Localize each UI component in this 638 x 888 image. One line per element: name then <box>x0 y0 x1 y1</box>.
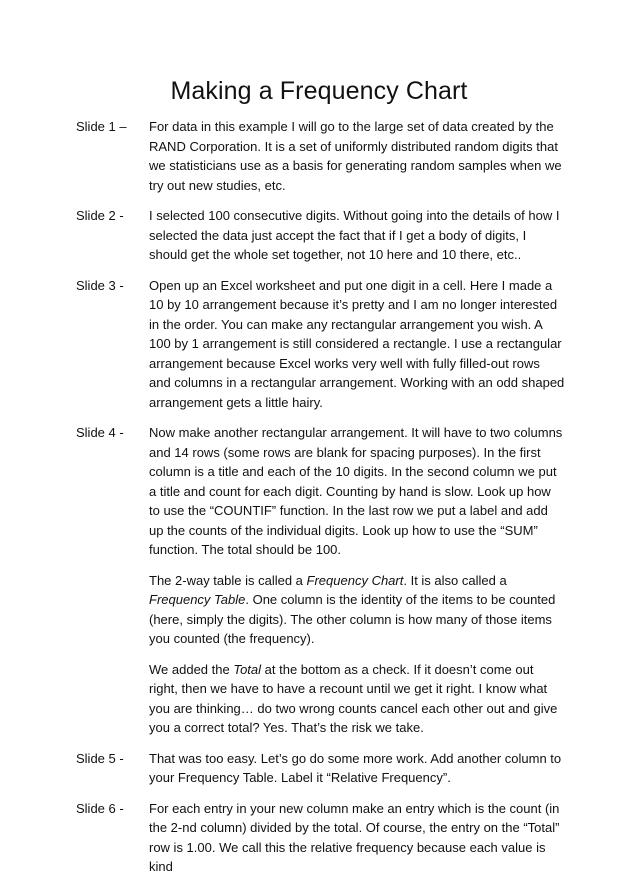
frequency-chart-term: Frequency Chart <box>306 572 404 588</box>
slide-1-label: Slide 1 – <box>76 119 127 134</box>
slide-4-label: Slide 4 - <box>76 425 124 440</box>
slide-2-label: Slide 2 - <box>76 208 124 223</box>
slide-6-label: Slide 6 - <box>76 800 124 816</box>
slide-4-text: Now make another rectangular arrangement. It will have to two columns and 14 rows (some rows are blank for spacing purposes). In the first column is a title and each of the 10 digits. In the second column we put a title and count for each digit. Counting by hand is slow. Look up how to use the “COUNTIF” function. In the last row we put a label and add up the counts of the individual digits. Look up how to use the “SUM” function. The total should be 100. <box>149 425 563 557</box>
slide-5-text: That was too easy. Let’s go do some more work. Add another column to your Frequency Table. Label it “Relative Frequency”. <box>149 750 562 785</box>
slide-3-label: Slide 3 - <box>76 277 124 293</box>
slide-notes <box>76 117 576 888</box>
slide-3-text: Open up an Excel worksheet and put one digit in a cell. Here I made a 10 by 10 arrangement because it’s pretty and I am no longer interested in the order. You can make any rectangular arrangement you wish. A 100 by 1 arrangement is still considered a rectangle. I use a rectangular arrangement because Excel works very well with fully filled-out rows and columns in a rectangular arrangement. Working with an odd shaped arrangement gets a little hairy. <box>149 277 565 410</box>
text-run: at the bottom as a check. If it doesn’t come out right, then we have to have a recount until we get it right. I know what you are thinking… do two wrong counts cancel each other out and give you a correct total? Yes. That’s the risk we take. <box>149 661 558 735</box>
slide-6-entry <box>76 799 576 877</box>
slide-1-entry <box>76 117 576 195</box>
slide-3-entry <box>76 276 576 413</box>
slide-6-text: For each entry in your new column make an entry which is the count (in the 2-nd column) divided by the total. Of course, the entry on the “Total” row is 1.00. We call this the relative frequency because each value is kind <box>149 800 560 874</box>
page-title: Making a Frequency Chart <box>170 77 468 105</box>
text-run: . One column is the identity of the items to be counted (here, simply the digits). The other column is how many of those items you counted (the frequency). <box>149 592 556 646</box>
text-run: . It is also called a <box>403 572 507 588</box>
slide-5-entry <box>76 749 576 788</box>
slide-4-frequency-chart-paragraph <box>149 571 565 649</box>
slide-2-text: I selected 100 consecutive digits. Without going into the details of how I selected the data just accept the fact that if I get a body of digits, I should get the whole set together, not 10 here and 10 there, etc.. <box>149 208 560 262</box>
slide-4-total-paragraph <box>149 660 565 738</box>
total-term: Total <box>233 661 262 677</box>
text-run: We added the <box>149 661 234 677</box>
slide-1-text: For data in this example I will go to the large set of data created by the RAND Corporation. It is a set of uniformly distributed random digits that we statisticians use as a basis for generating random samples when we try out new studies, etc. <box>149 119 562 193</box>
slide-4-entry <box>76 423 576 560</box>
frequency-table-term: Frequency Table <box>149 592 246 607</box>
text-run: The 2-way table is called a <box>149 572 307 588</box>
slide-5-label: Slide 5 - <box>76 750 124 766</box>
slide-2-entry <box>76 206 576 265</box>
